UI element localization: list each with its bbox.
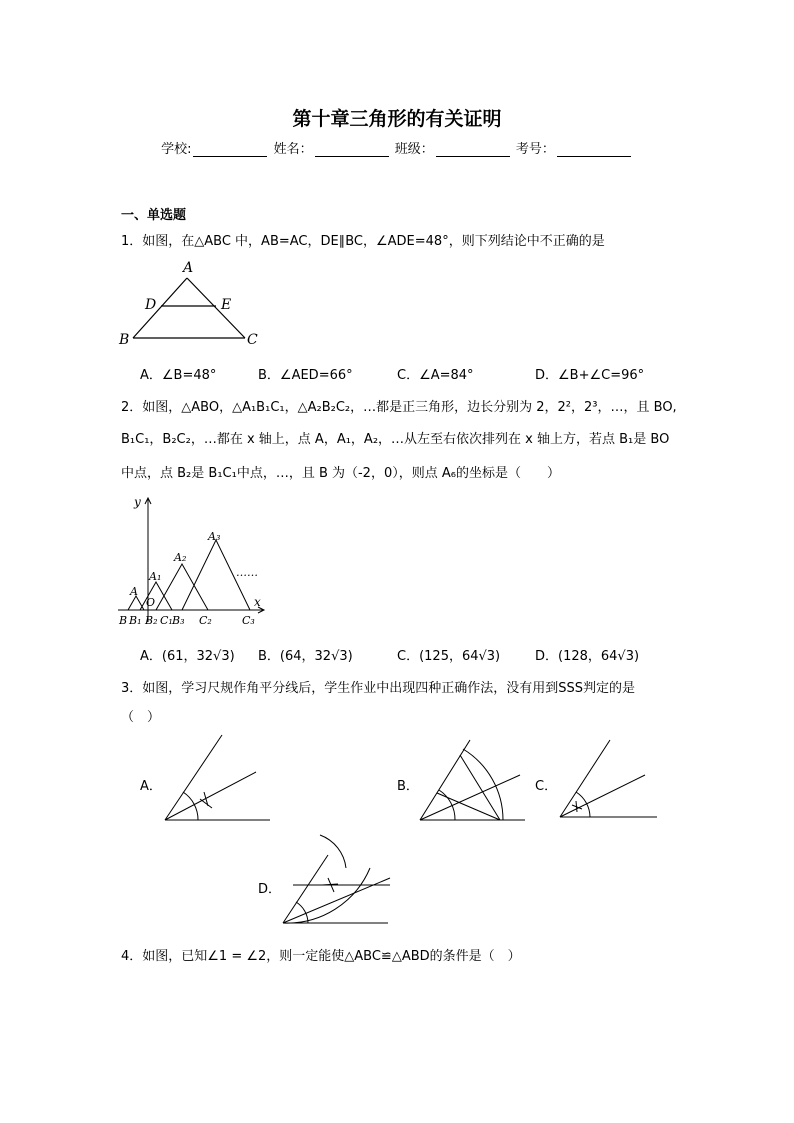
question-2-figure [116, 490, 276, 630]
q1-side-ab [133, 278, 187, 338]
q1-label-e: E [221, 297, 232, 313]
q3-figure-c [555, 735, 660, 825]
q2-label-y: y [134, 495, 141, 509]
q3-figure-d [278, 830, 398, 930]
q2-label-a1: A₁ [149, 570, 162, 583]
q2-option-b[interactable]: B．(64，32√3) [258, 649, 353, 664]
name-label: 姓名： [273, 142, 313, 157]
section-heading: 一、单选题 [121, 208, 187, 223]
q2-label-o: O [146, 596, 156, 609]
q1-label-b: B [119, 332, 130, 348]
question-2-line-1: 2．如图，△ABO，△A₁B₁C₁，△A₂B₂C₂，…都是正三角形，边长分别为 2，2²，2³，…，且 BO, [121, 400, 677, 415]
q2-option-c[interactable]: C．(125，64√3) [397, 649, 501, 664]
exam-no-blank[interactable] [557, 144, 631, 157]
q1-option-d[interactable]: D．∠B+∠C=96° [535, 368, 645, 383]
page-title: 第十章三角形的有关证明 [292, 108, 502, 130]
q1-side-ac [187, 278, 245, 338]
question-1-text: 1．如图，在△ABC 中，AB=AC，DE∥BC，∠ADE=48°，则下列结论中不正确的是 [121, 234, 605, 249]
q1-label-d: D [145, 297, 157, 313]
question-1-figure [115, 258, 275, 350]
question-2-line-2: B₁C₁，B₂C₂，…都在 x 轴上，点 A，A₁，A₂，…从左至右依次排列在 x 轴上方，若点 B₁是 BO [121, 432, 670, 447]
q2-label-a2: A₂ [174, 551, 187, 564]
q2-label-a: A [130, 585, 138, 598]
name-blank[interactable] [315, 144, 389, 157]
q2-label-dots: …… [236, 566, 258, 579]
q2-label-b2: B₂ [145, 614, 158, 627]
question-3-line-1: 3．如图，学习尺规作角平分线后，学生作业中出现四种正确作法，没有用到SSS判定的是 [121, 681, 636, 696]
q1-option-a[interactable]: A．∠B=48° [140, 368, 217, 383]
q3-option-d-label[interactable]: D． [258, 882, 282, 897]
q2-label-c2: C₂ [199, 614, 212, 627]
q3-figure-a [160, 730, 275, 828]
q3-option-a-label[interactable]: A． [140, 779, 162, 794]
q2-label-b3: B₃ [172, 614, 185, 627]
q2-triangle-1 [140, 582, 172, 610]
q1-label-a: A [183, 260, 194, 276]
q3-option-c-label[interactable]: C． [535, 779, 558, 794]
q2-label-x: x [254, 595, 261, 609]
q2-option-a[interactable]: A．(61，32√3) [140, 649, 235, 664]
question-3-line-2: （ ） [121, 710, 161, 725]
q1-label-c: C [247, 332, 258, 348]
question-4-text: 4．如图，已知∠1 = ∠2，则一定能使△ABC≌△ABD的条件是（ ） [121, 949, 521, 964]
q2-option-d[interactable]: D．(128，64√3) [535, 649, 640, 664]
q2-label-b: B [119, 614, 128, 627]
q1-option-c[interactable]: C．∠A=84° [397, 368, 474, 383]
class-label: 班级： [394, 142, 434, 157]
q2-label-b1: B₁ [129, 614, 142, 627]
student-info-line [0, 138, 794, 157]
question-2-line-3: 中点，点 B₂是 B₁C₁中点，…，且 B 为（-2，0），则点 A₆的坐标是（ ） [121, 466, 560, 481]
q2-triangle-2 [156, 564, 208, 610]
exam-no-label: 考号： [515, 142, 555, 157]
q1-option-b[interactable]: B．∠AED=66° [258, 368, 353, 383]
class-blank[interactable] [436, 144, 510, 157]
q3-figure-b [415, 735, 530, 830]
q3-option-b-label[interactable]: B． [397, 779, 419, 794]
q2-label-c3: C₃ [242, 614, 255, 627]
q2-label-c1: C₁ [160, 614, 173, 627]
school-blank[interactable] [193, 144, 267, 157]
school-label: 学校: [161, 142, 192, 157]
q2-label-a3: A₃ [208, 530, 221, 543]
